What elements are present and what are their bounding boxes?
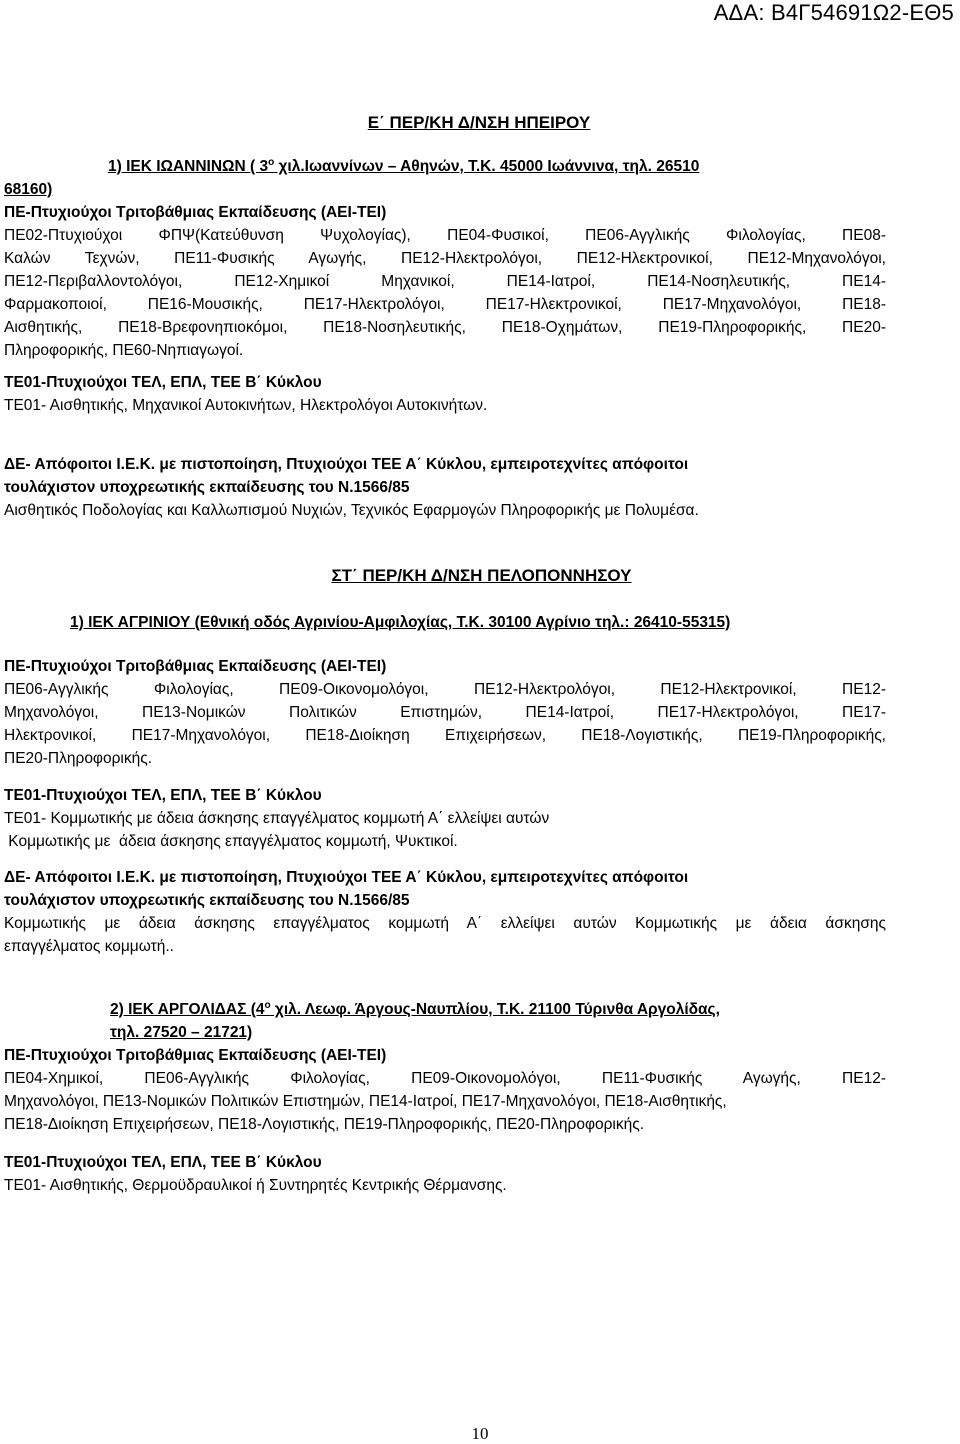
de-heading-line2: τουλάχιστον υποχρεωτικής εκπαίδευσης του Ν.1566/85 (4, 479, 410, 496)
pe-line: ΠΕ18-Διοίκηση Επιχειρήσεων, ΠΕ18-Λογιστικής, ΠΕ19-Πληροφορικής, ΠΕ20-Πληροφορικής. (4, 1116, 645, 1133)
te-heading: ΤΕ01-Πτυχιούχοι ΤΕΛ, ΕΠΛ, ΤΕΕ Β΄ Κύκλου (4, 1154, 322, 1171)
pe-line: Πληροφορικής, ΠΕ60-Νηπιαγωγοί. (4, 342, 244, 359)
pe-line: Μηχανολόγοι, ΠΕ13-Νομικών Πολιτικών Επιστημών, ΠΕ14-Ιατροί, ΠΕ17-Ηλεκτρολόγοι, ΠΕ17- (4, 704, 886, 721)
de-heading-line2: τουλάχιστον υποχρεωτικής εκπαίδευσης του Ν.1566/85 (4, 892, 410, 909)
te-line: ΤΕ01- Κομμωτικής με άδεια άσκησης επαγγέλματος κομμωτή Α΄ ελλείψει αυτών (4, 810, 550, 827)
de-line: Κομμωτικής με άδεια άσκησης επαγγέλματος κομμωτή Α΄ ελλείψει αυτών Κομμωτικής με άδεια άσκησης (4, 915, 886, 932)
pe-line: ΠΕ20-Πληροφορικής. (4, 750, 153, 767)
pe-line: Φαρμακοποιοί, ΠΕ16-Μουσικής, ΠΕ17-Ηλεκτρολόγοι, ΠΕ17-Ηλεκτρονικοί, ΠΕ17-Μηχανολόγοι, ΠΕ18- (4, 296, 886, 313)
school-ioannina-heading-line2: 68160) (4, 181, 53, 198)
pe-heading: ΠΕ-Πτυχιούχοι Τριτοβάθμιας Εκπαίδευσης (ΑΕΙ-ΤΕΙ) (4, 1047, 387, 1064)
school-agrinio-heading: 1) ΙΕΚ ΑΓΡΙΝΙΟΥ (Εθνική οδός Αγρινίου-Αμφιλοχίας, Τ.Κ. 30100 Αγρίνιο τηλ.: 26410-55315) (70, 614, 731, 631)
section-st-title: ΣΤ΄ ΠΕΡ/ΚΗ Δ/ΝΣΗ ΠΕΛΟΠΟΝΝΗΣΟΥ (331, 566, 632, 585)
school-ioannina-heading-line1: 1) ΙΕΚ ΙΩΑΝΝΙΝΩΝ ( $3^o$ χιλ.Ιωαννίνων – Αθηνών, Τ.Κ. 45000 Ιωάννινα, τηλ. 26510 (108, 157, 700, 175)
page-number: 10 (471, 1424, 489, 1443)
de-heading-line1: ΔΕ- Απόφοιτοι Ι.Ε.Κ. με πιστοποίηση, Πτυχιούχοι ΤΕΕ Α΄ Κύκλου, εμπειροτεχνίτες απόφοιτοι (4, 869, 689, 886)
de-heading-line1: ΔΕ- Απόφοιτοι Ι.Ε.Κ. με πιστοποίηση, Πτυχιούχοι ΤΕΕ Α΄ Κύκλου, εμπειροτεχνίτες απόφοιτοι (4, 456, 689, 473)
te-line: ΤΕ01- Αισθητικής, Μηχανικοί Αυτοκινήτων, Ηλεκτρολόγοι Αυτοκινήτων. (4, 397, 488, 414)
ada-header: ΑΔΑ: Β4Γ54691Ω2-ΕΘ5 (713, 0, 954, 25)
pe-line: Μηχανολόγοι, ΠΕ13-Νομικών Πολιτικών Επιστημών, ΠΕ14-Ιατροί, ΠΕ17-Μηχανολόγοι, ΠΕ18-Αισθητικής, (4, 1093, 727, 1110)
pe-line: Αισθητικής, ΠΕ18-Βρεφονηπιοκόμοι, ΠΕ18-Νοσηλευτικής, ΠΕ18-Οχημάτων, ΠΕ19-Πληροφορικής, ΠΕ20- (4, 319, 886, 336)
pe-heading: ΠΕ-Πτυχιούχοι Τριτοβάθμιας Εκπαίδευσης (ΑΕΙ-ΤΕΙ) (4, 204, 387, 221)
te-heading: ΤΕ01-Πτυχιούχοι ΤΕΛ, ΕΠΛ, ΤΕΕ Β΄ Κύκλου (4, 787, 322, 804)
pe-heading: ΠΕ-Πτυχιούχοι Τριτοβάθμιας Εκπαίδευσης (ΑΕΙ-ΤΕΙ) (4, 658, 387, 675)
school-argolida-heading-line2: τηλ. 27520 – 21721) (110, 1024, 253, 1041)
section-e-title: Ε΄ ΠΕΡ/ΚΗ Δ/ΝΣΗ ΗΠΕΙΡΟΥ (367, 113, 591, 132)
school-argolida-heading-line1: 2) ΙΕΚ ΑΡΓΟΛΙΔΑΣ ($4^o$ χιλ. Λεωφ. Άργους-Ναυπλίου, Τ.Κ. 21100 Τύρινθα Αργολίδας, (110, 1000, 720, 1018)
de-line: Αισθητικός Ποδολογίας και Καλλωπισμού Νυχιών, Τεχνικός Εφαρμογών Πληροφορικής με Πολυμέσα. (4, 502, 699, 519)
pe-line: ΠΕ12-Περιβαλλοντολόγοι, ΠΕ12-Χημικοί Μηχανικοί, ΠΕ14-Ιατροί, ΠΕ14-Νοσηλευτικής, ΠΕ14- (4, 273, 886, 290)
te-heading: ΤΕ01-Πτυχιούχοι ΤΕΛ, ΕΠΛ, ΤΕΕ Β΄ Κύκλου (4, 374, 322, 391)
de-line: επαγγέλματος κομμωτή.. (4, 938, 174, 955)
pe-line: ΠΕ06-Αγγλικής Φιλολογίας, ΠΕ09-Οικονομολόγοι, ΠΕ12-Ηλεκτρολόγοι, ΠΕ12-Ηλεκτρονικοί, ΠΕ12- (4, 681, 886, 698)
pe-line: ΠΕ02-Πτυχιούχοι ΦΠΨ(Κατεύθυνση Ψυχολογίας), ΠΕ04-Φυσικοί, ΠΕ06-Αγγλικής Φιλολογίας, ΠΕ08- (4, 227, 886, 244)
te-line: Κομμωτικής με άδεια άσκησης επαγγέλματος κομμωτή, Ψυκτικοί. (4, 833, 458, 850)
pe-line: Ηλεκτρονικοί, ΠΕ17-Μηχανολόγοι, ΠΕ18-Διοίκηση Επιχειρήσεων, ΠΕ18-Λογιστικής, ΠΕ19-Πληροφορικής, (4, 727, 886, 744)
te-line: ΤΕ01- Αισθητικής, Θερμοϋδραυλικοί ή Συντηρητές Κεντρικής Θέρμανσης. (4, 1177, 507, 1194)
pe-line: ΠΕ04-Χημικοί, ΠΕ06-Αγγλικής Φιλολογίας, ΠΕ09-Οικονομολόγοι, ΠΕ11-Φυσικής Αγωγής, ΠΕ12- (4, 1070, 886, 1087)
pe-line: Καλών Τεχνών, ΠΕ11-Φυσικής Αγωγής, ΠΕ12-Ηλεκτρολόγοι, ΠΕ12-Ηλεκτρονικοί, ΠΕ12-Μηχανολόγοι, (4, 250, 886, 267)
